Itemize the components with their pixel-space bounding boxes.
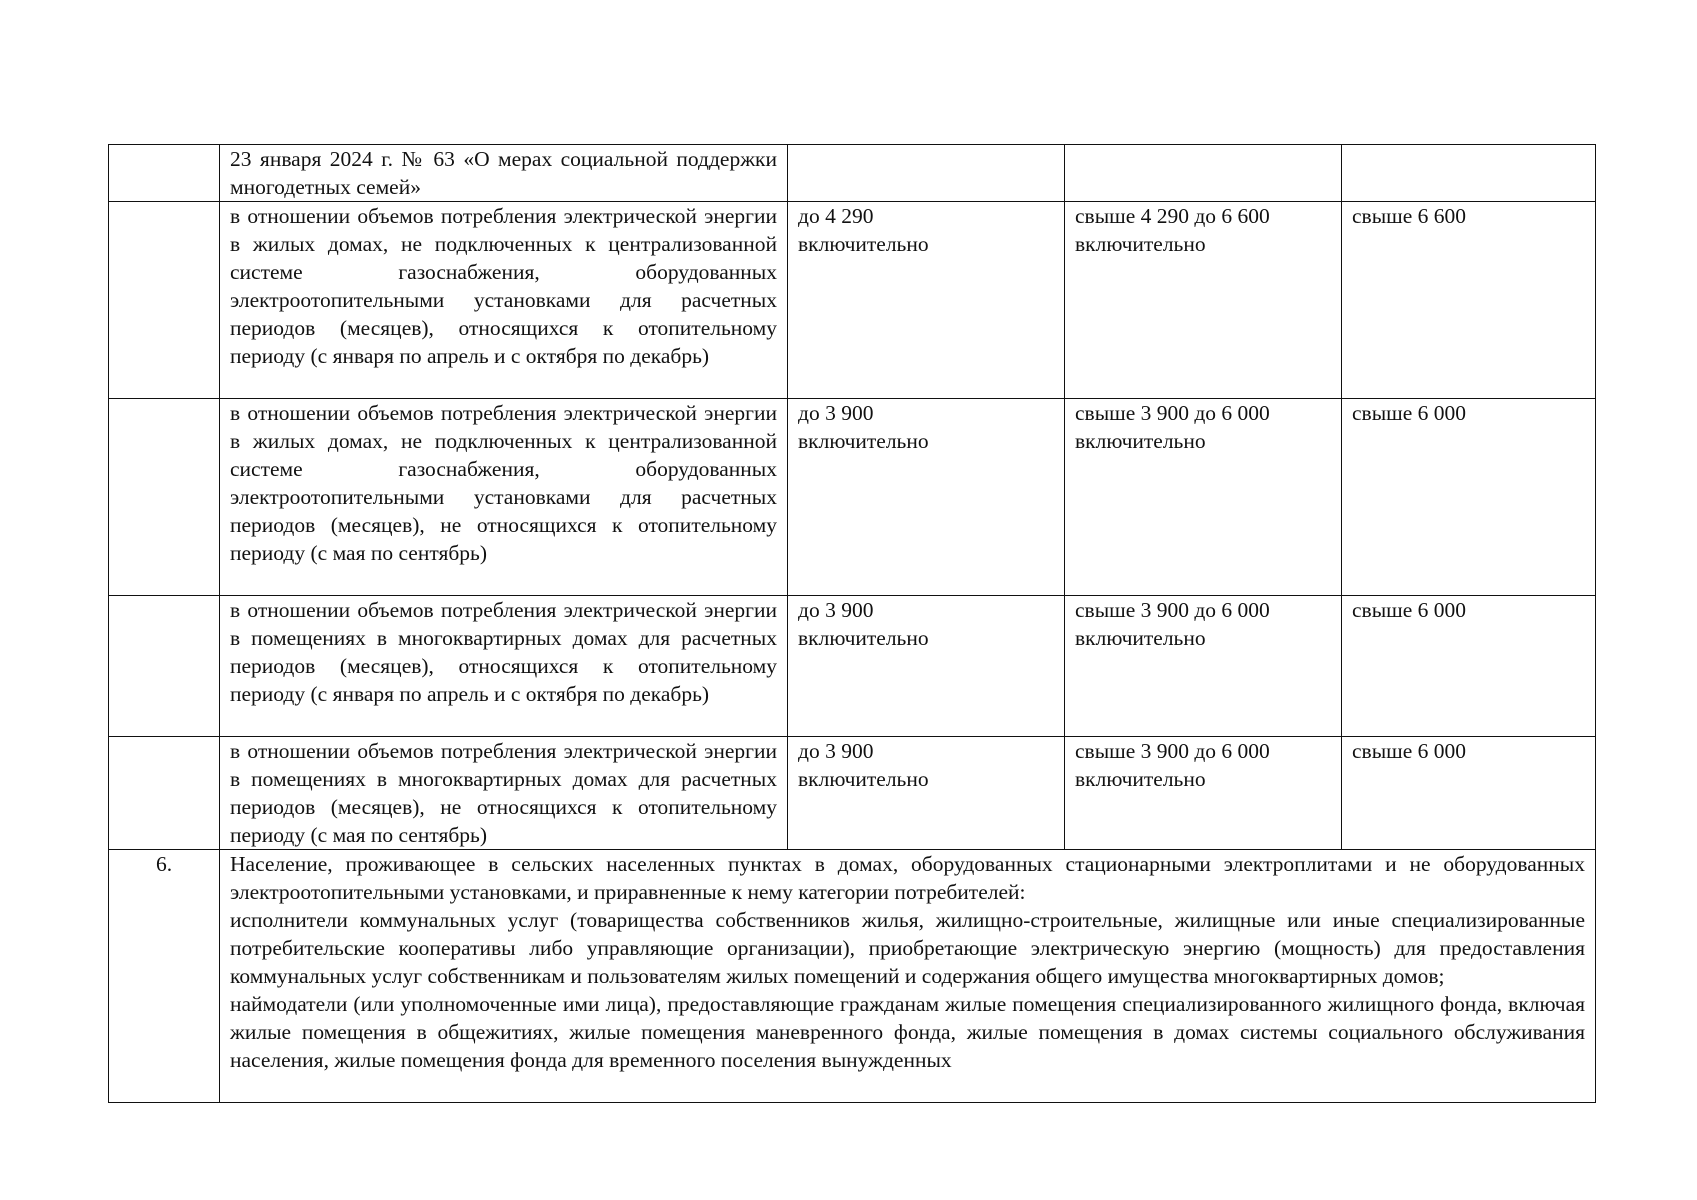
range-low-cell (788, 145, 1065, 202)
range-low-qualifier: включительно (798, 767, 929, 791)
range-low-qualifier: включительно (798, 232, 929, 256)
range-low-cell (788, 737, 1065, 850)
range-low-cell (788, 202, 1065, 399)
range-mid-value: свыше 3 900 до 6 000 (1075, 739, 1270, 763)
range-low-value: до 3 900 (798, 598, 874, 622)
range-high-cell (1342, 596, 1596, 737)
description-text: в отношении объемов потребления электрической энергии в жилых домах, не подключенных к централизованной системе газоснабжения, оборудованных электроотопительными установками для расчетных периодов (месяцев), относящихся к отопительному периоду (с января по апрель и с октября по декабрь) (230, 204, 777, 368)
range-mid-value: свыше 3 900 до 6 000 (1075, 401, 1270, 425)
table-row (109, 850, 1596, 1103)
row-description (220, 737, 788, 850)
range-low-value: до 3 900 (798, 401, 874, 425)
range-low-value: до 4 290 (798, 204, 874, 228)
row-number (109, 596, 220, 737)
row-description (220, 399, 788, 596)
range-high-cell (1342, 399, 1596, 596)
range-mid-value: свыше 3 900 до 6 000 (1075, 598, 1270, 622)
description-text: 23 января 2024 г. № 63 «О мерах социальной поддержки многодетных семей» (230, 147, 777, 199)
description-text: в отношении объемов потребления электрической энергии в жилых домах, не подключенных к централизованной системе газоснабжения, оборудованных электроотопительными установками для расчетных периодов (месяцев), не относящихся к отопительному периоду (с мая по сентябрь) (230, 401, 777, 565)
table-row (109, 145, 1596, 202)
row-number: 6. (109, 850, 220, 1103)
range-mid-cell (1065, 399, 1342, 596)
category-paragraph: наймодатели (или уполномоченные ими лица), предоставляющие гражданам жилые помещения специализированного жилищного фонда, включая жилые помещения в общежитиях, жилые помещения маневренного фонда, жилые помещения в домах системы социального обслуживания населения, жилые помещения фонда для временного поселения вынужденных (230, 992, 1585, 1072)
row-number (109, 399, 220, 596)
range-high-value: свыше 6 000 (1352, 739, 1466, 763)
range-low-cell (788, 399, 1065, 596)
description-text: в отношении объемов потребления электрической энергии в помещениях в многоквартирных домах для расчетных периодов (месяцев), относящихся к отопительному периоду (с января по апрель и с октября по декабрь) (230, 598, 777, 706)
range-high-cell (1342, 202, 1596, 399)
category-paragraph: Население, проживающее в сельских населенных пунктах в домах, оборудованных стационарными электроплитами и не оборудованных электроотопительными установками, и приравненные к нему категории потребителей: (230, 852, 1585, 904)
range-mid-value: свыше 4 290 до 6 600 (1075, 204, 1270, 228)
table-row (109, 596, 1596, 737)
row-number (109, 737, 220, 850)
description-text: в отношении объемов потребления электрической энергии в помещениях в многоквартирных домах для расчетных периодов (месяцев), не относящихся к отопительному периоду (с мая по сентябрь) (230, 739, 777, 847)
row-description (220, 596, 788, 737)
range-low-value: до 3 900 (798, 739, 874, 763)
range-mid-qualifier: включительно (1075, 232, 1206, 256)
table-row (109, 737, 1596, 850)
category-description (220, 850, 1596, 1103)
table-row (109, 399, 1596, 596)
category-paragraph: исполнители коммунальных услуг (товарищества собственников жилья, жилищно-строительные, жилищные или иные специализированные потребительские кооперативы либо управляющие организации), приобретающие электрическую энергию (мощность) для предоставления коммунальных услуг собственникам и пользователям жилых помещений и содержания общего имущества многоквартирных домов; (230, 908, 1585, 988)
range-mid-cell (1065, 145, 1342, 202)
range-low-cell (788, 596, 1065, 737)
range-mid-cell (1065, 202, 1342, 399)
row-number (109, 202, 220, 399)
range-low-qualifier: включительно (798, 626, 929, 650)
row-description (220, 145, 788, 202)
tariff-table (108, 144, 1596, 1103)
range-mid-cell (1065, 596, 1342, 737)
range-high-value: свыше 6 000 (1352, 598, 1466, 622)
range-mid-cell (1065, 737, 1342, 850)
range-high-cell (1342, 145, 1596, 202)
table-row (109, 202, 1596, 399)
range-high-cell (1342, 737, 1596, 850)
range-mid-qualifier: включительно (1075, 767, 1206, 791)
range-mid-qualifier: включительно (1075, 626, 1206, 650)
row-number (109, 145, 220, 202)
range-high-value: свыше 6 600 (1352, 204, 1466, 228)
range-mid-qualifier: включительно (1075, 429, 1206, 453)
row-description (220, 202, 788, 399)
range-high-value: свыше 6 000 (1352, 401, 1466, 425)
range-low-qualifier: включительно (798, 429, 929, 453)
